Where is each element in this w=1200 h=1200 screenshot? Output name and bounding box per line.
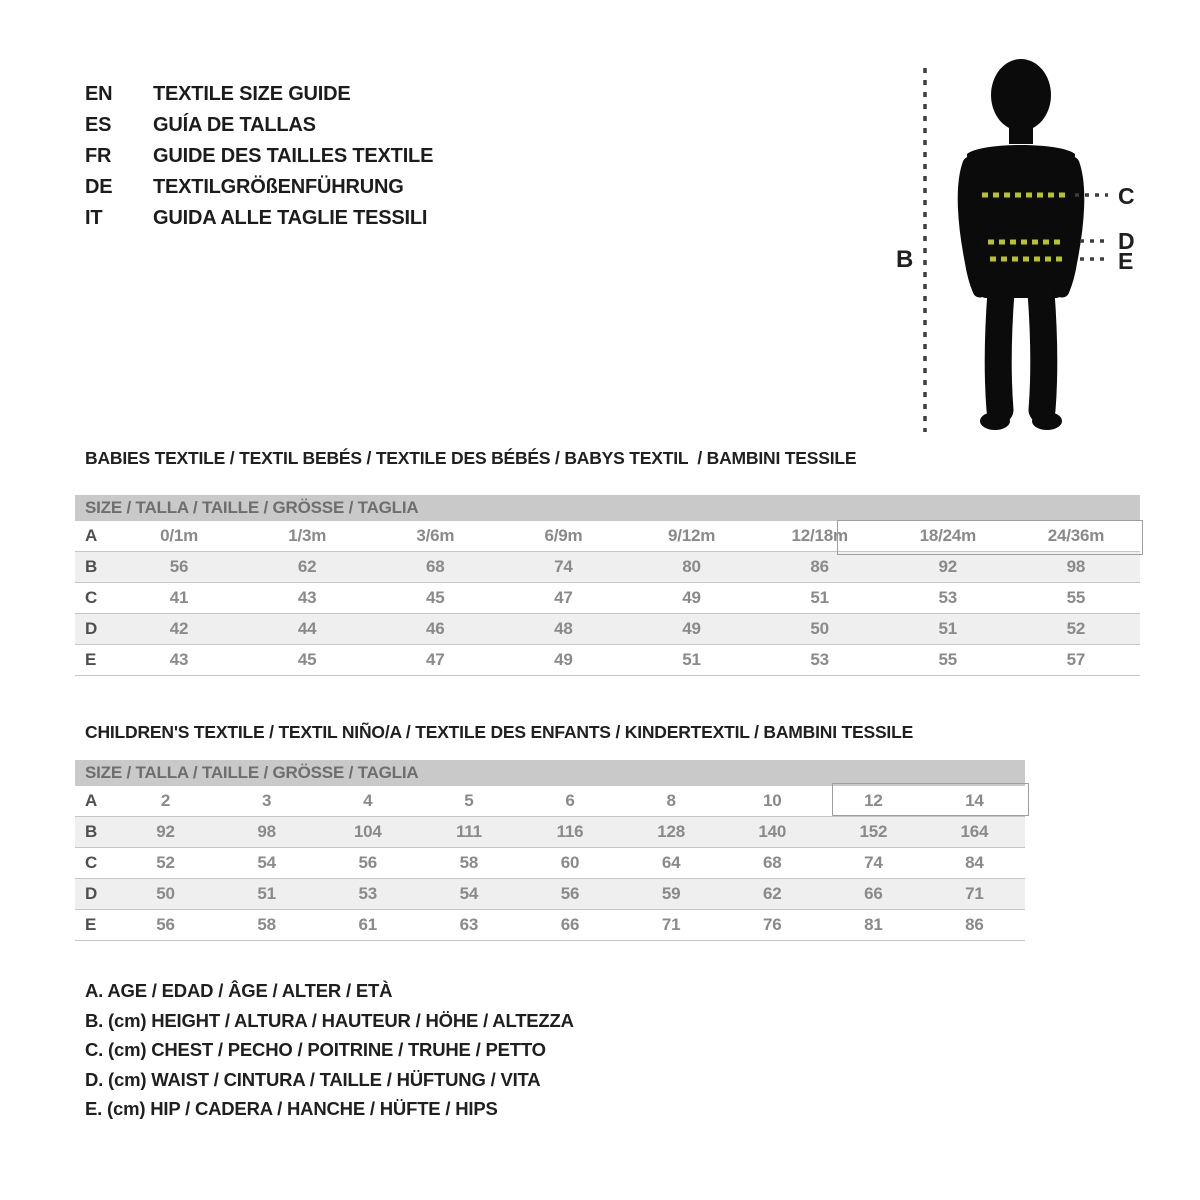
size-table-cell: 98 [1066,557,1086,576]
size-table-cell: 58 [257,915,276,934]
legend-line: B. (cm) HEIGHT / ALTURA / HAUTEUR / HÖHE / ALTEZZA [85,1009,574,1031]
size-table-row [75,848,1025,879]
size-table-cell: 49 [682,588,701,607]
legend-line: C. (cm) CHEST / PECHO / POITRINE / TRUHE / PETTO [85,1039,546,1060]
size-table-cell: 51 [810,588,829,607]
hip-label: E [1118,248,1134,274]
row-letter: A [85,526,98,545]
language-list [85,79,433,234]
size-table-cell: 46 [426,619,445,638]
size-table-row [75,910,1025,941]
language-row [85,203,433,234]
size-table-cell: 52 [1066,619,1086,638]
size-table-cell: 49 [554,650,573,669]
size-table-cell: 56 [156,915,175,934]
legend-line: E. (cm) HIP / CADERA / HANCHE / HÜFTE / HIPS [85,1098,498,1119]
language-label: TEXTILE SIZE GUIDE [153,83,351,105]
size-table-cell: 51 [257,884,276,903]
language-label: TEXTILGRÖßENFÜHRUNG [153,176,404,198]
babies-size-header: SIZE / TALLA / TAILLE / GRÖSSE / TAGLIA [75,495,1140,521]
size-table-cell: 92 [156,822,175,841]
size-table-cell: 58 [459,853,479,872]
babies-highlighted-size-range [837,520,1143,555]
size-table-row [75,645,1140,676]
size-table-cell: 62 [762,884,782,903]
size-table-cell: 86 [965,915,984,934]
size-table-cell: 60 [560,853,580,872]
size-table-cell: 56 [169,557,189,576]
size-table-cell: 68 [762,853,782,872]
size-table-cell: 51 [938,619,958,638]
size-table-cell: 43 [169,650,189,669]
size-table-cell: 54 [459,884,479,903]
language-row [85,141,433,172]
legend-line: A. AGE / EDAD / ÂGE / ALTER / ETÀ [85,980,393,1001]
language-row [85,110,433,141]
size-table-cell: 64 [661,853,681,872]
size-table-cell: 51 [682,650,701,669]
language-code: ES [85,114,112,136]
size-table-cell: 43 [297,588,317,607]
language-row [85,79,433,110]
size-table-row [75,879,1025,910]
row-letter: D [85,619,98,638]
size-table-cell: 62 [297,557,317,576]
size-table-cell: 104 [353,822,382,841]
size-table-cell: 55 [1066,588,1086,607]
size-table-cell: 50 [810,619,829,638]
size-table-cell: 0/1m [160,526,199,545]
row-letter: C [85,588,98,607]
size-table-cell: 116 [556,822,584,841]
size-table-cell: 5 [464,791,474,810]
size-table-cell: 14 [965,791,984,810]
size-table-cell: 48 [554,619,573,638]
size-table-cell: 74 [554,557,573,576]
size-table-cell: 47 [554,588,573,607]
size-table-cell: 56 [560,884,580,903]
row-letter: E [85,650,97,669]
size-table-cell: 44 [297,619,317,638]
size-table-cell: 81 [864,915,883,934]
size-table-cell: 12 [864,791,883,810]
size-table-cell: 53 [358,884,378,903]
measurement-figure [870,40,1160,460]
size-table-cell: 6 [565,791,575,810]
size-table-cell: 74 [864,853,883,872]
size-table-cell: 3 [262,791,272,810]
children-highlighted-size-range [832,783,1029,816]
size-table-cell: 63 [459,915,479,934]
child-silhouette-figure [870,40,1160,460]
size-table-cell: 92 [938,557,958,576]
size-table-cell: 66 [560,915,580,934]
size-table-cell: 1/3m [288,526,327,545]
size-table-cell: 68 [426,557,445,576]
size-table-cell: 164 [960,822,989,841]
size-table-cell: 66 [864,884,883,903]
size-table-row [75,552,1140,583]
language-code: IT [85,207,103,229]
size-table-cell: 80 [682,557,701,576]
size-table-row [75,614,1140,645]
size-table-row [75,583,1140,614]
size-table-cell: 50 [156,884,175,903]
row-letter: B [85,557,98,576]
row-letter: C [85,853,98,872]
size-table-cell: 18/24m [919,526,977,545]
size-table-cell: 140 [758,822,787,841]
size-table-cell: 4 [363,791,373,810]
row-letter: D [85,884,98,903]
size-table-cell: 2 [160,791,171,810]
size-table-cell: 55 [938,650,958,669]
babies-size-table [75,495,1140,676]
language-row [85,172,433,203]
size-table-cell: 128 [657,822,685,841]
row-letter: E [85,915,97,934]
language-code: FR [85,145,112,167]
row-letter: A [85,791,98,810]
children-size-table [75,760,1025,941]
size-table-cell: 24/36m [1047,526,1105,545]
waist-label: D [1118,228,1135,254]
size-table-cell: 52 [156,853,175,872]
size-table-cell: 9/12m [667,526,716,545]
measurement-legend [85,976,574,1124]
size-table-cell: 71 [661,915,681,934]
language-label: GUIDE DES TAILLES TEXTILE [153,145,434,167]
size-table-cell: 3/6m [416,526,455,545]
size-table-cell: 84 [965,853,984,872]
row-letter: B [85,822,98,841]
size-table-cell: 49 [682,619,701,638]
children-section-title: CHILDREN'S TEXTILE / TEXTIL NIÑO/A / TEXTILE DES ENFANTS / KINDERTEXTIL / BAMBINI TESSILE [85,722,914,742]
size-table-cell: 71 [965,884,984,903]
size-table-cell: 47 [426,650,445,669]
size-table-cell: 45 [297,650,317,669]
chest-label: C [1118,183,1135,209]
legend-line: D. (cm) WAIST / CINTURA / TAILLE / HÜFTUNG / VITA [85,1068,541,1090]
size-table-cell: 12/18m [791,526,848,545]
size-table-cell: 152 [859,822,888,841]
size-table-cell: 42 [169,619,189,638]
size-table-cell: 111 [455,822,482,841]
size-table-cell: 10 [762,791,782,810]
size-table-cell: 59 [661,884,681,903]
size-table-cell: 41 [169,588,189,607]
size-table-row [75,817,1025,848]
size-table-cell: 86 [810,557,829,576]
size-table-cell: 57 [1066,650,1086,669]
size-table-cell: 53 [810,650,829,669]
size-table-cell: 8 [666,791,676,810]
language-label: GUÍA DE TALLAS [153,114,316,136]
language-label: GUIDA ALLE TAGLIE TESSILI [153,207,428,229]
size-table-cell: 76 [762,915,782,934]
size-table-cell: 98 [257,822,276,841]
size-table-cell: 45 [426,588,445,607]
height-label: B [896,246,914,273]
language-code: EN [85,83,113,105]
babies-section-title: BABIES TEXTILE / TEXTIL BEBÉS / TEXTILE DES BÉBÉS / BABYS TEXTIL / BAMBINI TESSILE [85,448,857,468]
size-table-cell: 61 [358,915,378,934]
size-table-cell: 6/9m [544,526,583,545]
children-size-header: SIZE / TALLA / TAILLE / GRÖSSE / TAGLIA [75,760,1025,786]
size-table-cell: 54 [257,853,276,872]
language-code: DE [85,176,113,198]
size-table-cell: 56 [358,853,378,872]
size-table-cell: 53 [938,588,958,607]
